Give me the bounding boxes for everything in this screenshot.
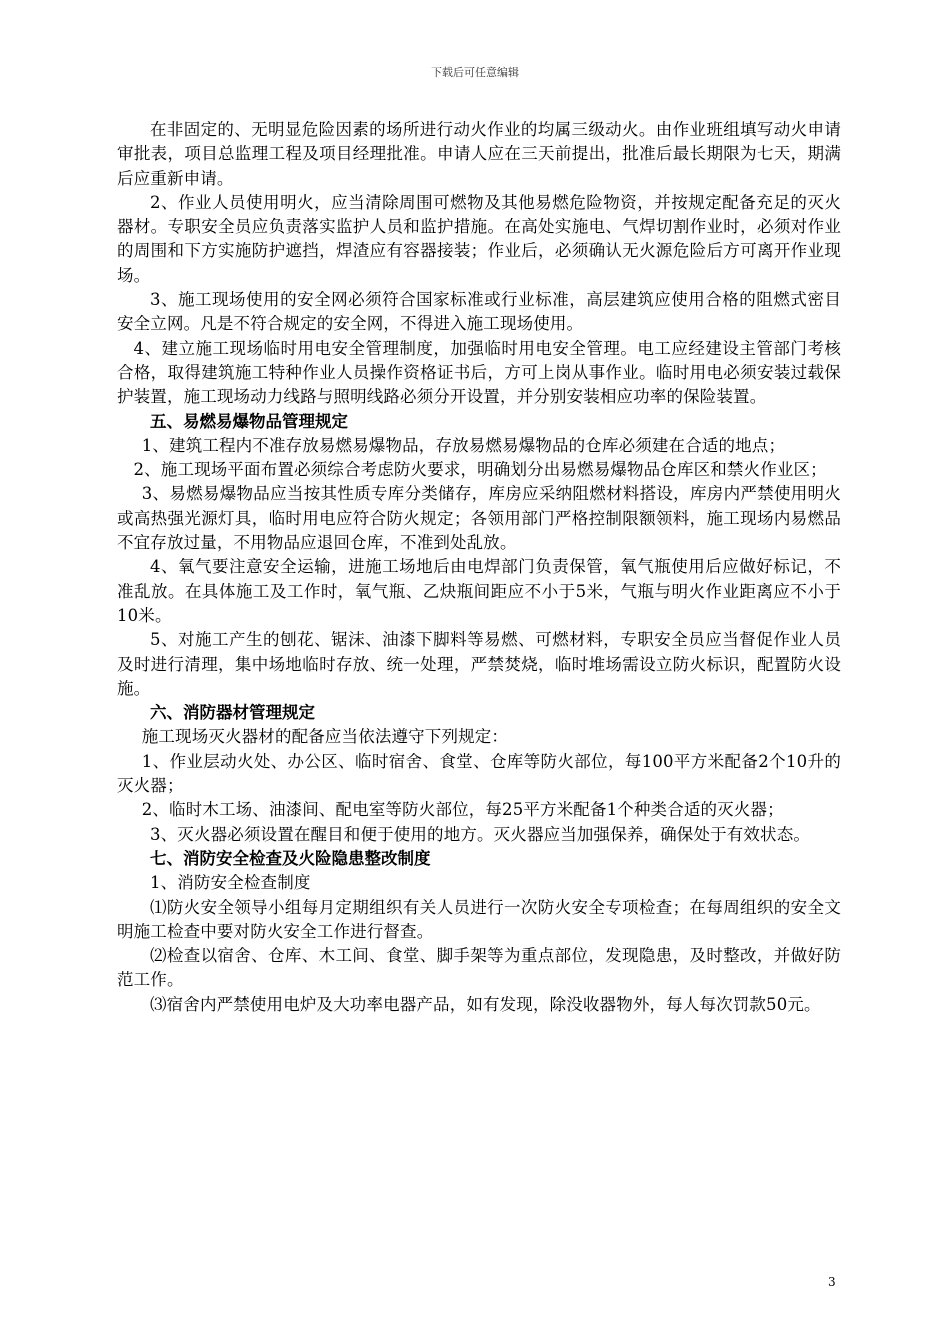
- list-item: 3、易燃易爆物品应当按其性质专库分类储存，库房应采纳阻燃材料搭设，库房内严禁使用明火或高热强光源灯具，临时用电应符合防火规定；各领用部门严格控制限额领料，施工现场内易燃品不宜存放过量，不用物品应退回仓库，不准到处乱放。: [117, 484, 841, 553]
- paragraph: 施工现场灭火器材的配备应当依法遵守下列规定：: [141, 727, 509, 747]
- list-item: 1、建筑工程内不准存放易燃易爆物品，存放易燃易爆物品的仓库必须建在合适的地点；: [141, 435, 786, 455]
- paragraph: 3、施工现场使用的安全网必须符合国家标准或行业标准，高层建筑应使用合格的阻燃式密目安全立网。凡是不符合规定的安全网，不得进入施工现场使用。: [117, 290, 841, 334]
- page-header: 下载后可任意编辑: [431, 66, 519, 79]
- section-heading: 六、消防器材管理规定: [150, 703, 315, 723]
- list-item: 1、作业层动火处、办公区、临时宿舍、食堂、仓库等防火部位，每100平方米配备2个10升的灭火器；: [117, 751, 841, 796]
- list-item: 2、施工现场平面布置必须综合考虑防火要求，明确划分出易燃易爆物品仓库区和禁火作业区；: [133, 460, 827, 480]
- list-item: 4、氧气要注意安全运输，进施工场地后由电焊部门负责保管，氧气瓶使用后应做好标记，不准乱放。在具体施工及工作时，氧气瓶、乙炔瓶间距应不小于5米，气瓶与明火作业距离应不小于10米。: [117, 557, 841, 625]
- paragraph: 在非固定的、无明显危险因素的场所进行动火作业的均属三级动火。由作业班组填写动火申请审批表，项目总监理工程及项目经理批准。申请人应在三天前提出，批准后最长期限为七天，期满后应重新申请。: [117, 120, 841, 188]
- list-item: 5、对施工产生的刨花、锯沫、油漆下脚料等易燃、可燃材料，专职安全员应当督促作业人员及时进行清理，集中场地临时存放、统一处理，严禁焚烧，临时堆场需设立防火标识，配置防火设施。: [117, 630, 841, 698]
- section-heading: 七、消防安全检查及火险隐患整改制度: [150, 848, 431, 868]
- subsection-heading: 1、消防安全检查制度: [150, 873, 311, 893]
- list-item: ⑴防火安全领导小组每月定期组织有关人员进行一次防火安全专项检查；在每周组织的安全文明施工检查中要对防火安全工作进行督查。: [117, 897, 841, 941]
- list-item: 3、灭火器必须设置在醒目和便于使用的地方。灭火器应当加强保养，确保处于有效状态。: [150, 824, 810, 844]
- section-heading: 五、易燃易爆物品管理规定: [150, 411, 348, 431]
- list-item: ⑶宿舍内严禁使用电炉及大功率电器产品，如有发现，除没收器物外，每人每次罚款50元。: [150, 994, 821, 1014]
- paragraph: 2、作业人员使用明火，应当清除周围可燃物及其他易燃危险物资，并按规定配备充足的灭火器材。专职安全员应负责落实监护人员和监护措施。在高处实施电、气焊切割作业时，必须对作业的周围和下方实施防护遮挡，焊渣应有容器接装；作业后，必须确认无火源危险后方可离开作业现场。: [117, 192, 841, 285]
- document-body: [117, 118, 841, 1017]
- paragraph: 4、建立施工现场临时用电安全管理制度，加强临时用电安全管理。电工应经建设主管部门考核合格，取得建筑施工特种作业人员操作资格证书后，方可上岗从事作业。临时用电必须安装过载保护装置，施工现场动力线路与照明线路必须分开设置，并分别安装相应功率的保险装置。: [117, 338, 841, 407]
- list-item: ⑵检查以宿舍、仓库、木工间、食堂、脚手架等为重点部位，发现隐患，及时整改，并做好防范工作。: [117, 946, 841, 990]
- list-item: 2、临时木工场、油漆间、配电室等防火部位，每25平方米配备1个种类合适的灭火器；: [141, 800, 784, 820]
- page-number: 3: [828, 1275, 836, 1289]
